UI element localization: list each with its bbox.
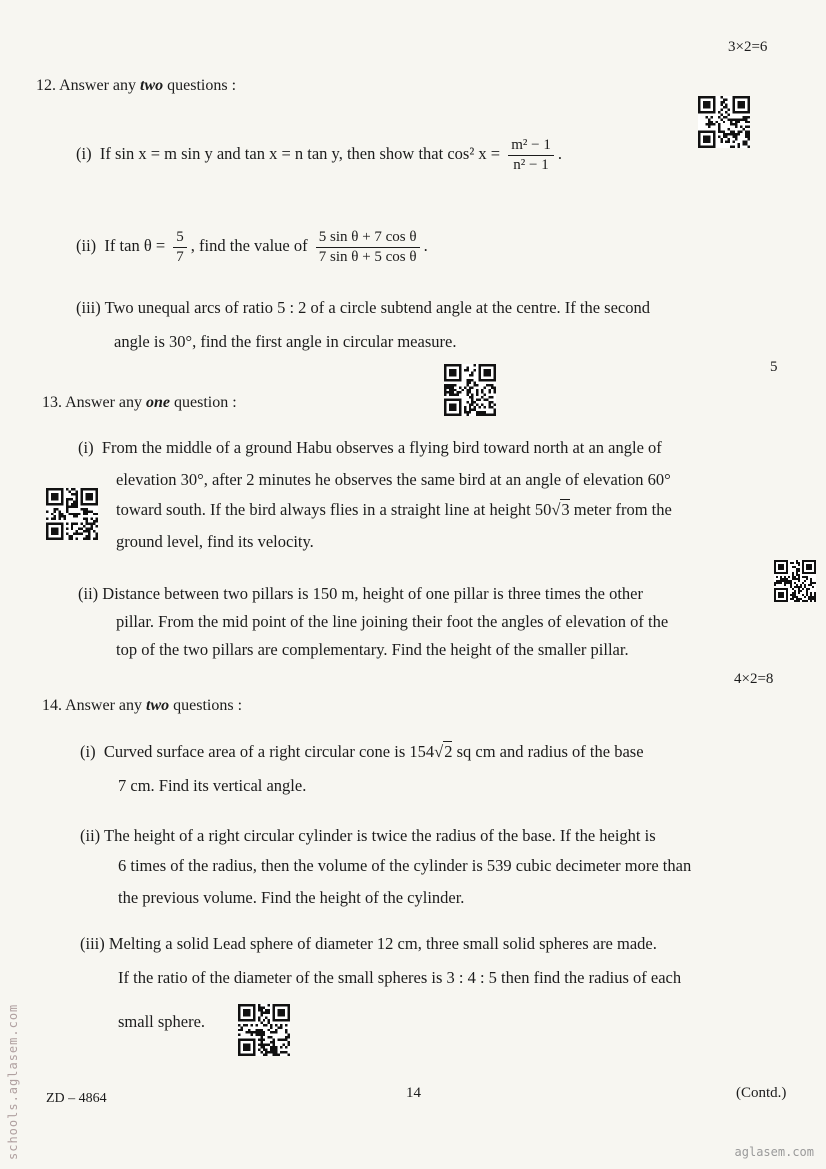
qr-code-icon — [774, 560, 816, 602]
question-text: , find the value of — [190, 236, 308, 256]
question-13-part-i — [78, 438, 662, 459]
instruction-text: question : — [174, 394, 237, 411]
question-text: ground level, find its velocity. — [116, 532, 314, 551]
sub-label: (iii) — [80, 934, 105, 953]
question-text-line: toward south. If the bird always flies in a straight line at height 50√3 meter from the — [116, 500, 672, 519]
qr-code-icon — [238, 1004, 290, 1056]
fraction: $\frac{\text{m² − 1}}{\text{n² − 1}}$ — [508, 136, 554, 175]
question-12-part-i: (i) If sin x = m sin y and tan x = n tan y, then show that cos² x = $\frac{\text{m² − 1}}{\text{n² − 1}}$ . — [76, 137, 562, 173]
page-number: 14 — [406, 1085, 421, 1101]
fraction: $\frac{\text{5 sin θ + 7 cos θ}}{\text{7 sin θ + 5 cos θ}}$ — [316, 228, 420, 267]
question-text: From the middle of a ground Habu observes a flying bird toward north at an angle of — [101, 438, 662, 457]
question-text: The height of a right circular cylinder is twice the radius of the base. If the height is — [104, 826, 656, 845]
question-12-part-ii: (ii) If tan θ = $\frac{5}{7}$ , find the value of $\frac{\text{5 sin θ + 7 cos θ}}{\text{7 sin θ + 5 cos θ}}$ . — [76, 229, 428, 265]
question-text: elevation 30°, after 2 minutes he observes the same bird at an angle of elevation 60° — [116, 470, 671, 489]
instruction-emphasis: two — [146, 697, 170, 714]
qr-code-icon — [46, 488, 98, 540]
sub-label: (i) — [78, 438, 94, 457]
instruction-text: Answer any — [65, 697, 142, 714]
fraction: $\frac{5}{7}$ — [173, 228, 187, 267]
bottom-watermark: aglasem.com — [734, 1145, 814, 1159]
question-14-part-iii — [80, 934, 657, 955]
sub-label: (iii) — [76, 298, 101, 317]
radicand: 3 — [561, 500, 570, 519]
question-text: 6 times of the radius, then the volume of the cylinder is 539 cubic decimeter more than — [118, 856, 692, 875]
question-text: toward south. If the bird always flies in a straight line at height 50 — [116, 500, 552, 519]
marks-label: 4×2=8 — [734, 671, 774, 687]
question-text: Two unequal arcs of ratio 5 : 2 of a circle subtend angle at the centre. If the second — [104, 298, 650, 317]
contd-label: (Contd.) — [736, 1085, 787, 1101]
question-text: 7 cm. Find its vertical angle. — [118, 776, 307, 795]
side-watermark: schools.aglasem.com — [6, 1003, 20, 1160]
marks-label: 5 — [770, 359, 778, 375]
question-text: Distance between two pillars is 150 m, height of one pillar is three times the other — [102, 584, 643, 603]
question-text: meter from the — [569, 500, 672, 519]
question-14-heading — [42, 696, 242, 716]
question-14-part-ii — [80, 826, 656, 847]
question-text: Melting a solid Lead sphere of diameter 12 cm, three small solid spheres are made. — [108, 934, 657, 953]
question-14-part-i: (i) Curved surface area of a right circular cone is 154√2 sq cm and radius of the base — [80, 742, 644, 761]
question-text: If tan θ = — [104, 236, 166, 256]
question-text: top of the two pillars are complementary. Find the height of the smaller pillar. — [116, 640, 629, 659]
sub-label: (i) — [80, 742, 96, 761]
question-text: Curved surface area of a right circular cone is 154 — [103, 742, 435, 761]
sub-label: (ii) — [76, 236, 97, 256]
instruction-text: questions : — [173, 697, 243, 714]
instruction-emphasis: one — [146, 394, 170, 411]
instruction-text: Answer any — [65, 394, 142, 411]
instruction-text: Answer any — [59, 77, 136, 94]
question-12-heading — [36, 76, 236, 96]
question-text: If sin x = m sin y and tan x = n tan y, then show that cos² x = — [99, 144, 501, 164]
question-text: small sphere. — [118, 1012, 206, 1031]
qr-code-icon — [444, 364, 496, 416]
question-12-part-iii — [76, 298, 650, 319]
question-text: pillar. From the mid point of the line joining their foot the angles of elevation of the — [116, 612, 669, 631]
question-text: angle is 30°, find the first angle in circular measure. — [114, 332, 457, 351]
question-text: If the ratio of the diameter of the small spheres is 3 : 4 : 5 then find the radius of each — [118, 968, 682, 987]
instruction-text: questions : — [167, 77, 237, 94]
question-text: sq cm and radius of the base — [452, 742, 644, 761]
sub-label: (i) — [76, 144, 92, 164]
sub-label: (ii) — [80, 826, 101, 845]
qr-code-icon — [698, 96, 750, 148]
question-13-heading — [42, 393, 237, 413]
security-stamp-strip — [612, 40, 682, 1120]
question-13-part-ii — [78, 584, 643, 605]
question-number: 14. — [42, 697, 62, 714]
question-number: 13. — [42, 394, 62, 411]
instruction-emphasis: two — [140, 77, 164, 94]
sub-label: (ii) — [78, 584, 99, 603]
question-number: 12. — [36, 77, 56, 94]
marks-label: 3×2=6 — [728, 39, 768, 55]
question-text: the previous volume. Find the height of the cylinder. — [118, 888, 465, 907]
radicand: 2 — [444, 742, 453, 761]
paper-code: ZD – 4864 — [46, 1091, 107, 1106]
